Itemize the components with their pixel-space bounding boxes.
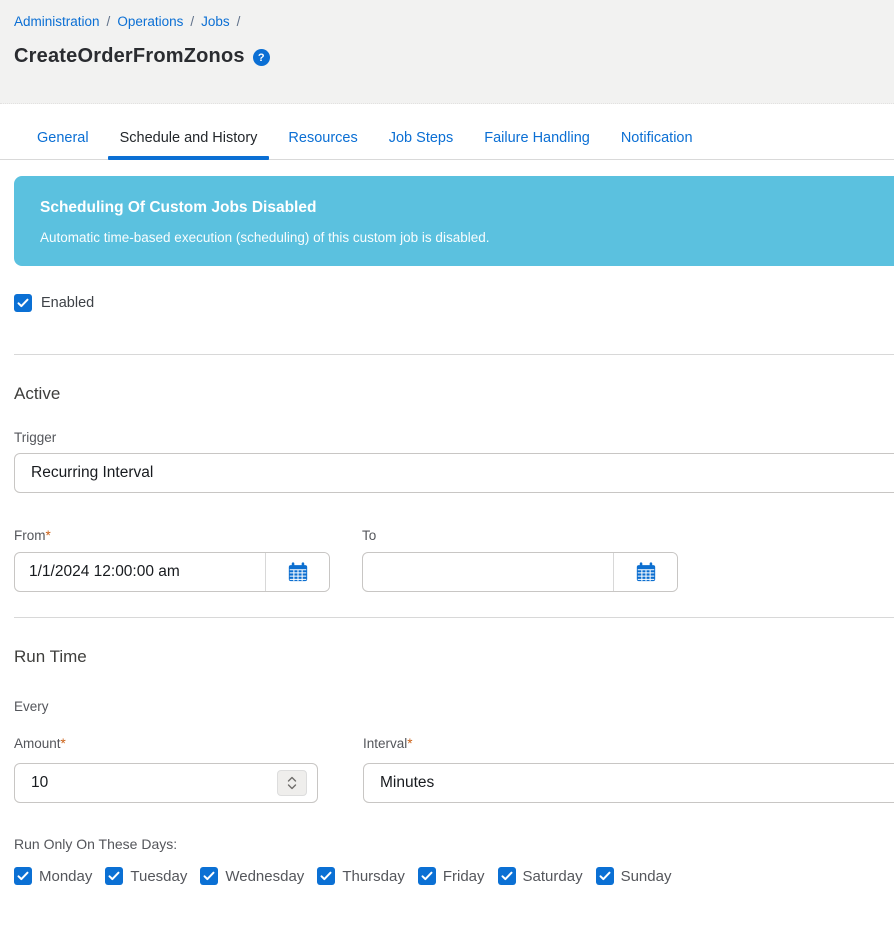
day-label: Friday <box>442 867 485 885</box>
run-days-label: Run Only On These Days: <box>14 836 178 852</box>
checkbox-wednesday[interactable] <box>200 867 304 885</box>
page-title: CreateOrderFromZonos <box>14 45 245 67</box>
breadcrumb-separator: / <box>190 14 195 29</box>
amount-label-text: Amount <box>14 736 61 751</box>
page-header <box>0 0 894 104</box>
from-calendar-button[interactable] <box>265 553 329 591</box>
to-date-input[interactable] <box>363 553 613 591</box>
calendar-icon <box>635 561 657 583</box>
calendar-icon <box>287 561 309 583</box>
tab-bar <box>0 124 894 160</box>
day-label: Wednesday <box>225 867 305 885</box>
tab-resources[interactable]: Resources <box>288 130 358 146</box>
amount-label <box>14 736 318 751</box>
checkbox-friday[interactable] <box>418 867 485 885</box>
checkmark-icon <box>200 867 218 885</box>
from-field-group <box>14 528 330 592</box>
checkbox-monday[interactable] <box>14 867 92 885</box>
scheduling-disabled-banner <box>14 176 894 266</box>
tab-schedule-and-history[interactable]: Schedule and History <box>120 124 258 159</box>
divider <box>14 617 894 618</box>
checkmark-icon <box>14 867 32 885</box>
from-label <box>14 528 330 543</box>
breadcrumb-separator: / <box>106 14 111 29</box>
trigger-select[interactable]: Recurring Interval <box>14 453 894 493</box>
interval-field-group <box>363 736 894 803</box>
from-label-text: From <box>14 528 46 543</box>
day-label: Monday <box>39 867 93 885</box>
amount-field-group <box>14 736 318 803</box>
amount-input-wrap <box>14 763 318 803</box>
day-label: Tuesday <box>130 867 188 885</box>
every-label: Every <box>14 699 49 714</box>
checkmark-icon <box>498 867 516 885</box>
checkbox-tuesday[interactable] <box>105 867 187 885</box>
required-asterisk: * <box>407 736 413 751</box>
run-time-section-heading: Run Time <box>14 647 87 666</box>
checkmark-icon <box>14 294 32 312</box>
enabled-checkbox[interactable] <box>14 294 894 312</box>
amount-input[interactable] <box>14 763 318 803</box>
checkbox-saturday[interactable] <box>498 867 583 885</box>
breadcrumb-link-administration[interactable]: Administration <box>14 14 100 29</box>
trigger-label: Trigger <box>14 430 57 445</box>
day-label: Saturday <box>522 867 583 885</box>
enabled-row <box>14 294 894 312</box>
breadcrumb-link-operations[interactable]: Operations <box>117 14 184 29</box>
breadcrumb-separator: / <box>236 14 241 29</box>
run-days-row <box>14 867 894 885</box>
from-date-input[interactable] <box>15 553 265 591</box>
amount-stepper[interactable] <box>277 770 307 796</box>
interval-label <box>363 736 894 751</box>
interval-select[interactable]: Minutes <box>363 763 894 803</box>
interval-label-text: Interval <box>363 736 408 751</box>
to-calendar-button[interactable] <box>613 553 677 591</box>
checkmark-icon <box>317 867 335 885</box>
tab-general[interactable]: General <box>37 130 89 146</box>
runtime-row <box>14 736 894 803</box>
checkbox-thursday[interactable] <box>317 867 405 885</box>
tab-job-steps[interactable]: Job Steps <box>388 130 454 146</box>
active-section-heading: Active <box>14 384 61 403</box>
checkmark-icon <box>418 867 436 885</box>
required-asterisk: * <box>60 736 66 751</box>
checkbox-sunday[interactable] <box>596 867 672 885</box>
date-range-row <box>14 528 894 592</box>
checkmark-icon <box>596 867 614 885</box>
banner-message: Automatic time-based execution (scheduling) of this custom job is disabled. <box>40 230 490 245</box>
day-label: Thursday <box>342 867 405 885</box>
tab-failure-handling[interactable]: Failure Handling <box>484 130 590 146</box>
breadcrumb-link-jobs[interactable]: Jobs <box>201 14 230 29</box>
help-icon[interactable]: ? <box>253 49 270 66</box>
from-date-group <box>14 552 330 592</box>
tab-notification[interactable]: Notification <box>620 130 693 146</box>
title-row <box>14 45 878 68</box>
to-label: To <box>362 528 377 543</box>
breadcrumb <box>14 13 878 30</box>
to-date-group <box>362 552 678 592</box>
day-label: Sunday <box>620 867 672 885</box>
to-field-group <box>362 528 678 592</box>
required-asterisk: * <box>45 528 51 543</box>
enabled-label: Enabled <box>41 295 95 311</box>
divider <box>14 354 894 355</box>
banner-title: Scheduling Of Custom Jobs Disabled <box>40 199 317 216</box>
checkmark-icon <box>105 867 123 885</box>
stepper-chevrons-icon <box>287 775 297 791</box>
